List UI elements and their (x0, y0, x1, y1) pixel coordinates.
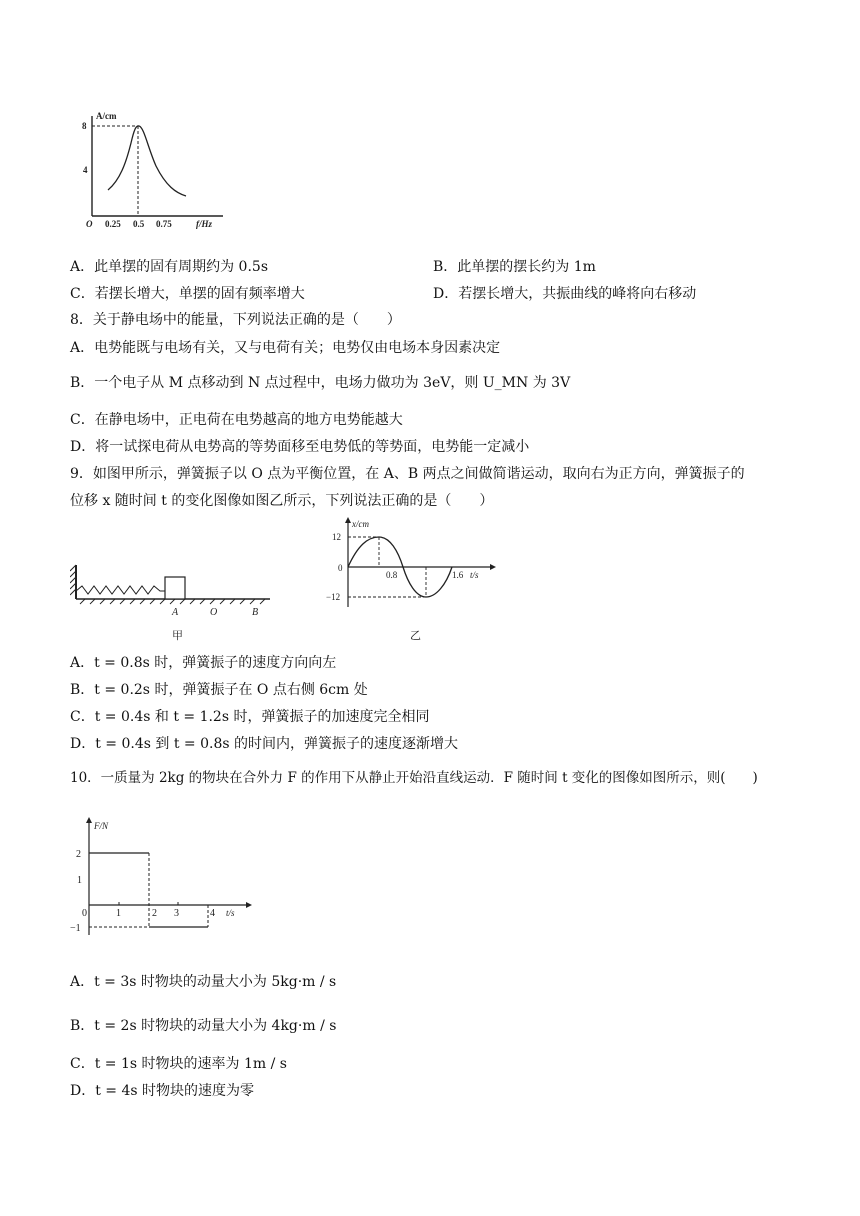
x-tick: 4 (210, 908, 215, 919)
x-tick: 3 (174, 908, 179, 919)
q9-stem-line1: 9．如图甲所示，弹簧振子以 O 点为平衡位置，在 A、B 两点之间做简谐运动，取向右为正方向，弹簧振子的 (70, 466, 745, 482)
y-tick: 8 (82, 121, 87, 131)
resonance-curve-figure (78, 108, 228, 233)
point-o-label: O (210, 607, 218, 618)
x-tick: 0.5 (133, 219, 145, 229)
x-tick: 0.75 (156, 219, 172, 229)
x-axis-label: t/s (470, 570, 479, 580)
point-b-label: B (252, 607, 259, 618)
point-a-label: A (172, 607, 179, 618)
q8-option-d: D．将一试探电荷从电势高的等势面移至电势低的等势面，电势能一定减小 (70, 439, 530, 455)
q10-option-d: D．t = 4s 时物块的速度为零 (70, 1083, 255, 1099)
x-tick: f/Hz (196, 219, 213, 229)
q9-stem-line2: 位移 x 随时间 t 的变化图像如图乙所示，下列说法正确的是（ ） (70, 493, 494, 509)
x-tick: O (86, 219, 93, 229)
q9-option-b: B．t = 0.2s 时，弹簧振子在 O 点右侧 6cm 处 (70, 682, 368, 698)
x-tick: 1 (116, 908, 121, 919)
y-axis-label: F/N (94, 821, 109, 831)
y-tick: −12 (326, 592, 341, 602)
figure-caption-jia: 甲 (172, 630, 183, 642)
q7-option-b: B．此单摆的摆长约为 1m (433, 259, 596, 275)
y-tick: −1 (70, 923, 81, 934)
x-axis-label: t/s (226, 908, 235, 918)
q7-option-a: A．此单摆的固有周期约为 0.5s (70, 259, 269, 275)
q8-option-c: C．在静电场中，正电荷在电势越高的地方电势能越大 (70, 412, 403, 428)
q7-option-c: C．若摆长增大，单摆的固有频率增大 (70, 286, 305, 302)
x-tick: 0.25 (105, 219, 121, 229)
q10-option-b: B．t = 2s 时物块的动量大小为 4kg·m / s (70, 1018, 337, 1034)
x-tick: 0.8 (386, 570, 398, 580)
y-tick: 12 (332, 532, 341, 542)
q10-option-c: C．t = 1s 时物块的速率为 1m / s (70, 1056, 287, 1072)
y-axis-label: A/cm (96, 111, 117, 121)
q10-option-a: A．t = 3s 时物块的动量大小为 5kg·m / s (70, 974, 337, 990)
force-time-graph (70, 815, 260, 945)
q8-stem: 8．关于静电场中的能量，下列说法正确的是（ ） (70, 312, 401, 328)
x-tick: 0 (82, 908, 87, 919)
q9-option-a: A．t = 0.8s 时，弹簧振子的速度方向向左 (70, 655, 337, 671)
y-tick: 1 (77, 875, 82, 886)
q8-option-a: A．电势能既与电场有关，又与电荷有关；电势仅由电场本身因素决定 (70, 340, 501, 356)
q9-option-d: D．t = 0.4s 到 t = 0.8s 的时间内，弹簧振子的速度逐渐增大 (70, 736, 458, 752)
q7-option-d: D．若摆长增大，共振曲线的峰将向右移动 (433, 286, 697, 302)
y-axis-label: x/cm (352, 519, 369, 529)
displacement-time-graph (322, 515, 497, 645)
origin-label: 0 (338, 563, 343, 573)
figure-caption-yi: 乙 (410, 630, 421, 642)
y-tick: 2 (76, 849, 81, 860)
q8-option-b: B．一个电子从 M 点移动到 N 点过程中，电场力做功为 3eV，则 U_MN 为 3V (70, 375, 571, 391)
q9-option-c: C．t = 0.4s 和 t = 1.2s 时，弹簧振子的加速度完全相同 (70, 709, 430, 725)
y-tick: 4 (83, 165, 88, 175)
x-tick: 2 (152, 908, 157, 919)
q10-stem: 10．一质量为 2kg 的物块在合外力 F 的作用下从静止开始沿直线运动．F 随时间 t 变化的图像如图所示，则( ) (70, 770, 758, 786)
x-tick: 1.6 (452, 570, 464, 580)
spring-oscillator-figure (70, 555, 280, 645)
